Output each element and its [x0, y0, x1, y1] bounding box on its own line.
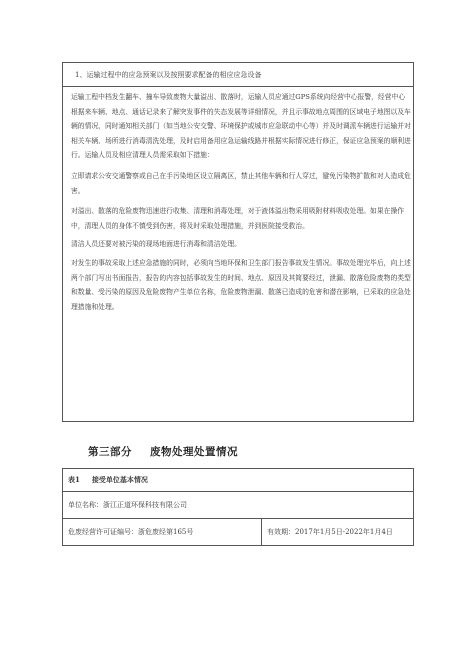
section-part: 第三部分 — [88, 446, 132, 458]
table-caption-cell — [63, 469, 414, 492]
table-title-row — [63, 469, 414, 492]
section-heading — [88, 444, 238, 459]
section-title: 废物处理处置情况 — [150, 446, 238, 458]
table-row — [63, 492, 414, 519]
paragraph-3: 对溢出、散落的危险废物迅速进行收集、清理和消毒处理，对于液体溢出物采用吸附材料吸收处理。如果在操作中，清理人员的身体不慎受到伤害，将及时采取处理措施，并到医院接受救治。 — [71, 207, 405, 230]
validity-cell: 有效期：2017年1月5日-2022年1月4日 — [262, 519, 414, 546]
table-number: 表1 — [68, 475, 80, 484]
unit-name-cell: 单位名称：浙江正道环保科技有限公司 — [63, 492, 414, 519]
table-caption: 接受单位基本情况 — [91, 475, 148, 484]
emergency-plan-box — [62, 62, 414, 422]
paragraph-1: 运输工程中档发生翻车、撞车导致废物大量溢出、散落时，运输人员应通过GPS系统向经营中心报警，经营中心根据来车辆、地点、通话记录来了解突发事件的失态发展等详细情况，并且示事故地点周围的区域电子地图以及车辆的情况，同时通知相关部门（如当地公安交警、环境保护或城市应急联动中心等）并及时调派车辆进行运输并对相关车辆、场所进行消毒清洗处理，及时启用备用应急运输线路并根据实际情况进行修正，保证应急预案的顺利进行。运输人员及相应清理人员需采取如下措施： — [71, 93, 411, 160]
receiver-info-table — [62, 468, 414, 546]
paragraph-4: 清洁人员还要对被污染的现场地面进行消毒和清洁处理。 — [71, 240, 241, 249]
table-row — [63, 519, 414, 546]
emergency-plan-heading: 1、运输过程中的应急预案以及按照要求配备的相应应急设备 — [63, 63, 413, 87]
paragraph-5: 对发生的事故采取上述应急措施的同时，必须向当地环保和卫生部门报告事故发生情况。事故处理完毕后，向上述两个部门写出书面报告，报告的内容包括事故发生的时间、地点、原因及其简要经过，泄漏、散落危险废物的类型和数量、受污染的原因及危险废物产生单位名称，危险废物泄漏、散落已造成的危害和潜在影响，已采取的应急处理措施和处理。 — [71, 258, 411, 311]
emergency-plan-body — [71, 90, 411, 318]
paragraph-2: 立即请求公安交通警察或自己在手污染地区设立隔离区，禁止其他车辆和行人穿过，避免污染物扩散和对人造成危害。 — [71, 171, 411, 195]
license-cell: 危废经营许可证编号：浙危废经第165号 — [63, 519, 262, 546]
